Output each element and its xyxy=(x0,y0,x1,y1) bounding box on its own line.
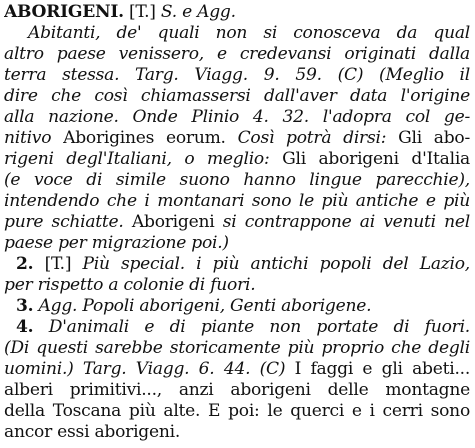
latin-phrase: Aborigines eorum. xyxy=(51,128,238,148)
definition-text: Più special. i più antichi popoli del Lazio, xyxy=(82,254,470,274)
entry-line-18 xyxy=(4,359,470,380)
definition-text: paese per migrazione poi.) xyxy=(4,233,229,253)
definition-text: alla nazione. Onde Plinio 4. 32. l'adopra col ge- xyxy=(4,107,470,127)
entry-line-15 xyxy=(4,296,470,317)
citation: Targ. Viagg. 6. 44. (C) xyxy=(73,359,286,379)
definition-text: D'animali e di piante non portate di fuori. xyxy=(33,317,470,337)
entry-line-10 xyxy=(4,191,470,212)
entry-line-20 xyxy=(4,401,470,422)
example-text: ancor essi aborigeni. xyxy=(4,422,181,442)
entry-line-1 xyxy=(4,2,470,23)
entry-line-9 xyxy=(4,170,470,191)
entry-line-8 xyxy=(4,149,470,170)
entry-line-12 xyxy=(4,233,470,254)
entry-line-14 xyxy=(4,275,470,296)
sense-number: 3. xyxy=(16,296,34,316)
headword: ABORIGENI. xyxy=(4,2,124,22)
entry-line-3 xyxy=(4,44,470,65)
definition-text: (e voce di simile suono hanno lingue parecchie), xyxy=(4,170,470,190)
definition-text: si contrappone ai venuti nel xyxy=(222,212,470,232)
entry-line-6 xyxy=(4,107,470,128)
source-tag: [T.] xyxy=(123,2,161,22)
definition-text: pure schiatte. xyxy=(4,212,124,232)
entry-line-5 xyxy=(4,86,470,107)
definition-text: intendendo che i montanari sono le più antiche e più xyxy=(4,191,470,211)
definition-text: terra stessa. Targ. Viagg. 9. 59. (C) (Meglio il xyxy=(4,65,470,85)
definition-text: Così potrà dirsi: xyxy=(237,128,387,148)
entry-line-4 xyxy=(4,65,470,86)
entry-line-13 xyxy=(4,254,470,275)
definition-text: nitivo xyxy=(4,128,52,148)
entry-line-19 xyxy=(4,380,470,401)
source-tag: [T.] xyxy=(33,254,83,274)
example-text: Aborigeni xyxy=(123,212,223,232)
sense-number: 4. xyxy=(16,317,34,337)
definition-text: uomini.) xyxy=(4,359,74,379)
definition-text: dire che così chiamassersi dall'aver data l'origine xyxy=(4,86,470,106)
example-text: I faggi e gli abeti... xyxy=(285,359,470,379)
entry-line-7 xyxy=(4,128,470,149)
example-text: della Toscana più alte. E poi: le querci e i cerri sono xyxy=(4,401,470,421)
definition-text: Abitanti, de' quali non si conosceva da qual xyxy=(28,23,470,43)
definition-text: altro paese venissero, e credevansi originati dalla xyxy=(4,44,470,64)
entry-line-21 xyxy=(4,422,470,443)
entry-line-11 xyxy=(4,212,470,233)
example-text: Gli aborigeni d'Italia xyxy=(269,149,470,169)
grammar-label: S. e Agg. xyxy=(160,2,236,22)
entry-line-17 xyxy=(4,338,470,359)
entry-line-16 xyxy=(4,317,470,338)
example-text: Gli abo- xyxy=(386,128,470,148)
sense-number: 2. xyxy=(16,254,34,274)
example-text: alberi primitivi..., anzi aborigeni delle montagne xyxy=(4,380,470,400)
definition-text: per rispetto a colonie di fuori. xyxy=(4,275,256,295)
definition-text: rigeni degl'Italiani, o meglio: xyxy=(4,149,270,169)
definition-text: Agg. Popoli aborigeni, Genti aborigene. xyxy=(33,296,372,316)
definition-text: (Di questi sarebbe storicamente più proprio che degli xyxy=(4,338,470,358)
entry-line-2 xyxy=(4,23,470,44)
